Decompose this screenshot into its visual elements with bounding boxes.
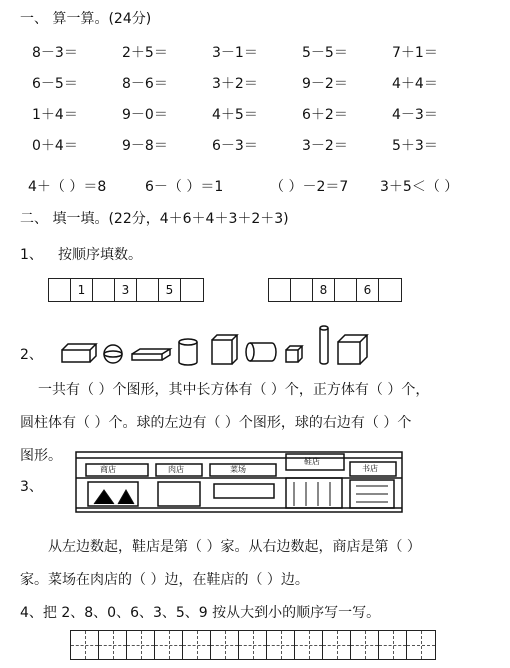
cube-icon <box>338 335 367 364</box>
sphere-icon <box>104 345 122 363</box>
fill-blank-equation: （ ）－2＝7 <box>270 179 349 195</box>
writing-box[interactable] <box>99 631 127 659</box>
fill-blank-equation: 6－（ ）＝1 <box>145 179 224 195</box>
writing-box[interactable] <box>379 631 407 659</box>
equation: 9－8＝ <box>122 138 168 154</box>
small-cube-icon <box>286 346 302 362</box>
sequence-cell[interactable] <box>335 279 357 301</box>
sequence-cell[interactable] <box>49 279 71 301</box>
cuboid-icon <box>62 344 96 362</box>
q1-number: 1、 <box>20 247 43 263</box>
shop-sign-shoes: 鞋店 <box>304 457 320 466</box>
fill-blank-equation: 4＋（ ）＝8 <box>28 179 107 195</box>
answer-box-row[interactable] <box>70 630 436 660</box>
writing-box[interactable] <box>71 631 99 659</box>
equation: 7＋1＝ <box>392 45 438 61</box>
equation: 4＋5＝ <box>212 107 258 123</box>
q2-line-3: 图形。 <box>20 448 62 464</box>
sequence-cell[interactable] <box>93 279 115 301</box>
equation: 3－2＝ <box>302 138 348 154</box>
sequence-cell[interactable] <box>137 279 159 301</box>
solid-shapes-illustration <box>60 322 390 370</box>
shop-sign-store: 商店 <box>100 465 116 474</box>
q3-line-2: 家。菜场在肉店的（ ）边，在鞋店的（ ）边。 <box>20 572 309 588</box>
section-2-title: 二、 填一填。(22分，4＋6＋4＋3＋2＋3) <box>20 211 289 227</box>
q1-instruction: 按顺序填数。 <box>58 247 142 263</box>
thin-cylinder-icon <box>320 326 328 364</box>
writing-box[interactable] <box>211 631 239 659</box>
sequence-cell: 1 <box>71 279 93 301</box>
equation: 6＋2＝ <box>302 107 348 123</box>
cylinder-icon <box>179 339 197 365</box>
lying-cylinder-icon <box>246 343 276 361</box>
writing-box[interactable] <box>239 631 267 659</box>
sequence-cell: 8 <box>313 279 335 301</box>
sequence-cell: 6 <box>357 279 379 301</box>
sequence-a <box>48 278 204 302</box>
equation: 5＋3＝ <box>392 138 438 154</box>
equation: 6－3＝ <box>212 138 258 154</box>
q3-line-1: 从左边数起，鞋店是第（ ）家。从右边数起，商店是第（ ） <box>48 539 421 555</box>
writing-box[interactable] <box>127 631 155 659</box>
q2-number: 2、 <box>20 347 43 363</box>
writing-box[interactable] <box>295 631 323 659</box>
sequence-cell: 3 <box>115 279 137 301</box>
equation: 8－6＝ <box>122 76 168 92</box>
equation: 4＋4＝ <box>392 76 438 92</box>
street-shops-illustration <box>74 446 404 516</box>
equation: 0＋4＝ <box>32 138 78 154</box>
shop-sign-market: 菜场 <box>230 465 246 474</box>
tall-cuboid-icon <box>212 335 237 364</box>
q2-line-1: 一共有（ ）个图形，其中长方体有（ ）个，正方体有（ ）个， <box>38 382 430 398</box>
equation: 6－5＝ <box>32 76 78 92</box>
equation: 2＋5＝ <box>122 45 168 61</box>
shop-sign-butcher: 肉店 <box>168 465 184 474</box>
sequence-b <box>268 278 402 302</box>
writing-box[interactable] <box>183 631 211 659</box>
q4-instruction: 4、把 2、8、0、6、3、5、9 按从大到小的顺序写一写。 <box>20 605 381 621</box>
fill-blank-equation: 3＋5＜（ ） <box>380 179 459 195</box>
writing-box[interactable] <box>407 631 435 659</box>
equation: 1＋4＝ <box>32 107 78 123</box>
q2-line-2: 圆柱体有（ ）个。球的左边有（ ）个图形，球的右边有（ ）个 <box>20 415 412 431</box>
equation: 3＋2＝ <box>212 76 258 92</box>
sequence-cell[interactable] <box>181 279 203 301</box>
sequence-cell: 5 <box>159 279 181 301</box>
equation: 9－2＝ <box>302 76 348 92</box>
equation: 9－0＝ <box>122 107 168 123</box>
flat-cuboid-icon <box>132 349 170 360</box>
sequence-cell[interactable] <box>269 279 291 301</box>
q3-number: 3、 <box>20 479 43 495</box>
equation: 5－5＝ <box>302 45 348 61</box>
shop-sign-books: 书店 <box>362 464 378 473</box>
equation: 3－1＝ <box>212 45 258 61</box>
writing-box[interactable] <box>267 631 295 659</box>
equation: 4－3＝ <box>392 107 438 123</box>
writing-box[interactable] <box>351 631 379 659</box>
writing-box[interactable] <box>323 631 351 659</box>
sequence-cell[interactable] <box>291 279 313 301</box>
equation: 8－3＝ <box>32 45 78 61</box>
section-1-title: 一、 算一算。(24分) <box>20 11 152 27</box>
writing-box[interactable] <box>155 631 183 659</box>
sequence-cell[interactable] <box>379 279 401 301</box>
